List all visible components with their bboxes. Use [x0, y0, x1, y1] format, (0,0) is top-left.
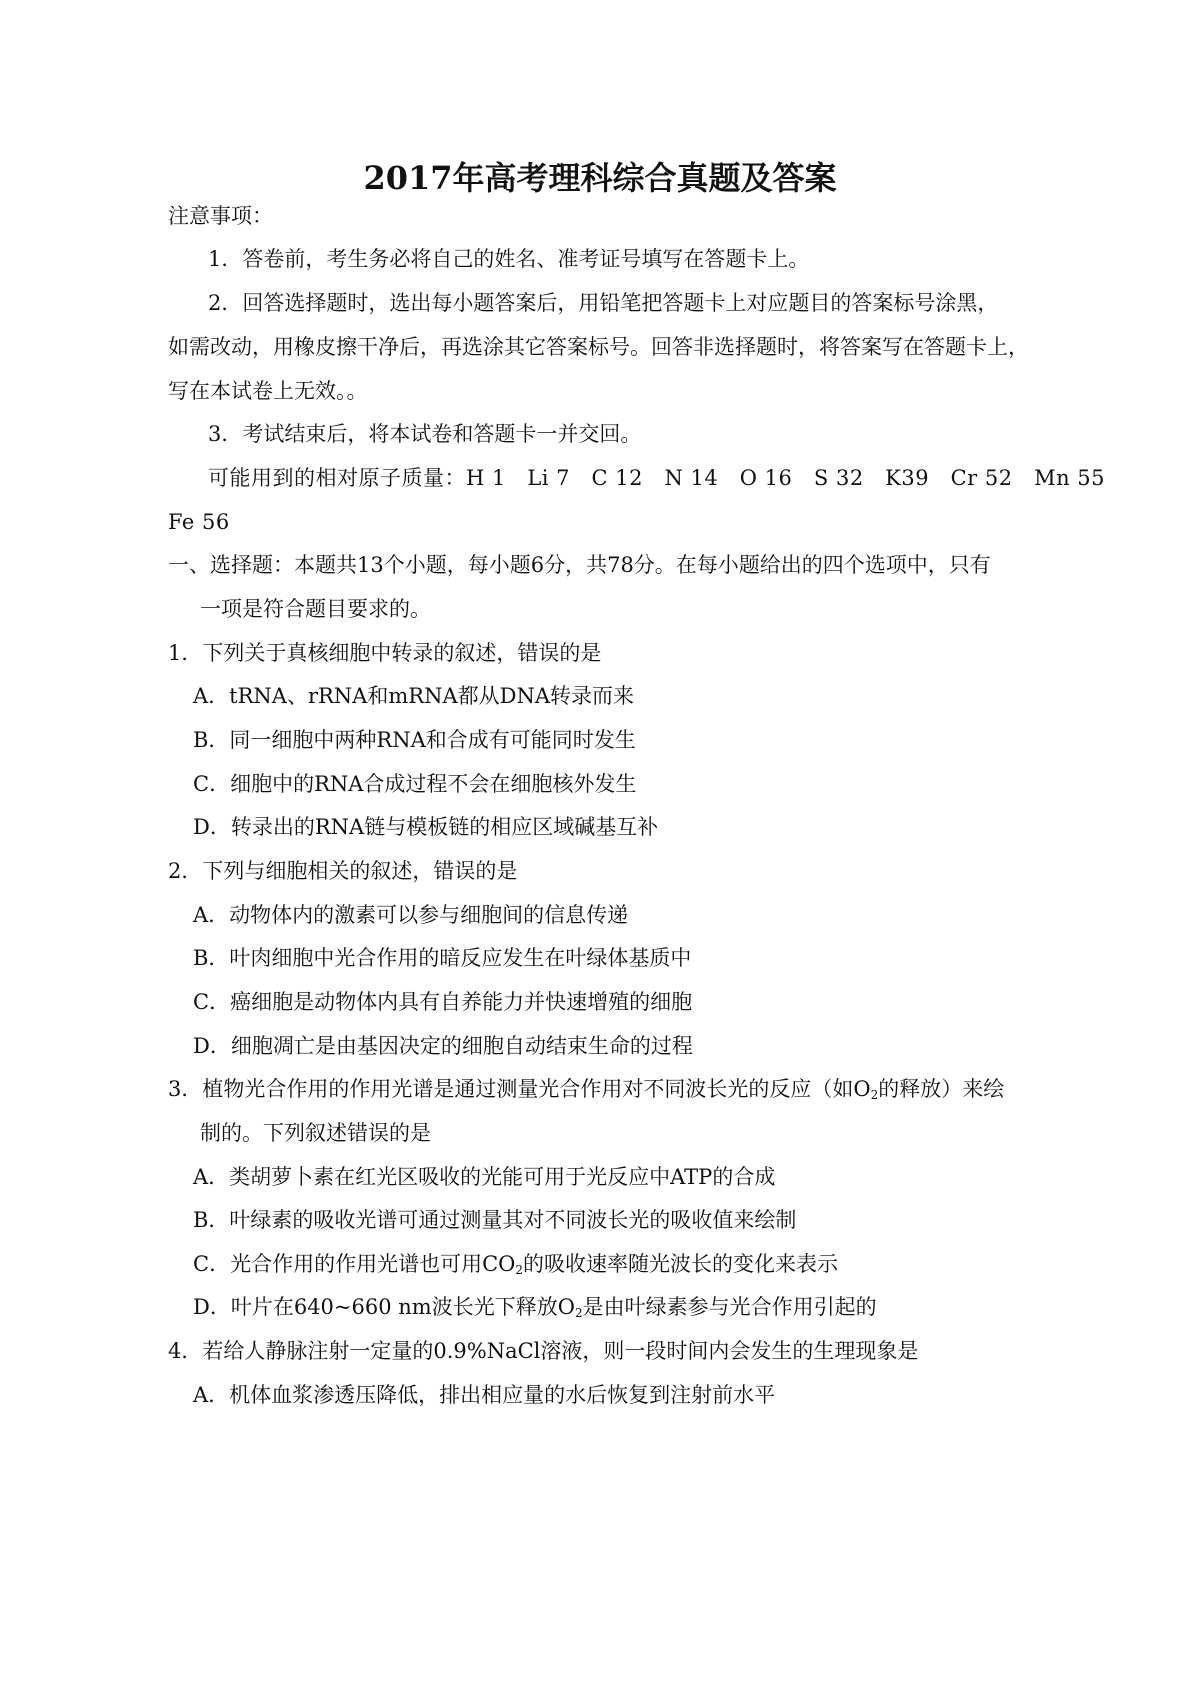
q2-option-b: B．叶肉细胞中光合作用的暗反应发生在叶绿体基质中: [193, 946, 692, 970]
q1-stem: 1．下列关于真核细胞中转录的叙述，错误的是: [168, 641, 602, 665]
q3-option-b: B．叶绿素的吸收光谱可通过测量其对不同波长光的吸收值来绘制: [193, 1208, 797, 1232]
q3-option-d-text-b: 是由叶绿素参与光合作用引起的: [582, 1295, 877, 1319]
q1-option-b: B．同一细胞中两种RNA和合成有可能同时发生: [193, 728, 636, 752]
q1-option-a: A．tRNA、rRNA和mRNA都从DNA转录而来: [193, 684, 634, 708]
section-heading-line1: 一、选择题：本题共13个小题，每小题6分，共78分。在每小题给出的四个选项中，只有: [168, 553, 991, 577]
q3-stem-line2: 制的。下列叙述错误的是: [200, 1121, 431, 1145]
q4-stem: 4．若给人静脉注射一定量的0.9%NaCl溶液，则一段时间内会发生的生理现象是: [168, 1339, 919, 1363]
q3-option-d: [193, 1293, 877, 1327]
notice-heading: 注意事项：: [168, 204, 273, 228]
q4-option-a: A．机体血浆渗透压降低，排出相应量的水后恢复到注射前水平: [193, 1383, 776, 1407]
q3-option-c-subscript: 2: [515, 1263, 523, 1277]
notice-1: 1．答卷前，考生务必将自己的姓名、准考证号填写在答题卡上。: [208, 247, 810, 271]
notice-2-line2: 如需改动，用橡皮擦干净后，再选涂其它答案标号。回答非选择题时，将答案写在答题卡上，: [168, 335, 1029, 359]
q2-stem: 2．下列与细胞相关的叙述，错误的是: [168, 859, 518, 883]
q2-option-a: A．动物体内的激素可以参与细胞间的信息传递: [193, 903, 629, 927]
q3-option-d-subscript: 2: [574, 1306, 583, 1320]
page-title: 2017年高考理科综合真题及答案: [363, 159, 837, 197]
notice-2-line3: 写在本试卷上无效。。: [168, 379, 368, 403]
q3-stem-line1: [168, 1075, 1004, 1109]
notice-3: 3．考试结束后，将本试卷和答题卡一并交回。: [208, 422, 642, 446]
q1-option-d: D．转录出的RNA链与模板链的相应区域碱基互补: [193, 815, 659, 839]
notice-2-line1: 2．回答选择题时，选出每小题答案后，用铅笔把答题卡上对应题目的答案标号涂黑，: [208, 291, 999, 315]
section-heading-line2: 一项是符合题目要求的。: [200, 597, 431, 621]
q3-option-c: [193, 1250, 838, 1284]
q3-stem-text-a: 3．植物光合作用的作用光谱是通过测量光合作用对不同波长光的反应（如O: [168, 1077, 871, 1101]
q3-option-d-text-a: D．叶片在640~660 nm波长光下释放O: [193, 1295, 575, 1319]
q3-option-a: A．类胡萝卜素在红光区吸收的光能可用于光反应中ATP的合成: [193, 1165, 776, 1189]
q3-option-c-text-a: C．光合作用的作用光谱也可用CO: [193, 1252, 516, 1276]
q3-stem-subscript: 2: [870, 1088, 879, 1102]
atomic-mass-line1: 可能用到的相对原子质量：H 1 Li 7 C 12 N 14 O 16 S 32 K39 Cr 52 Mn 55: [208, 466, 1106, 490]
q1-option-c: C．细胞中的RNA合成过程不会在细胞核外发生: [193, 772, 637, 796]
q2-option-c: C．癌细胞是动物体内具有自养能力并快速增殖的细胞: [193, 990, 693, 1014]
q3-stem-text-b: 的释放）来绘: [878, 1077, 1005, 1101]
q3-option-c-text-b: 的吸收速率随光波长的变化来表示: [523, 1252, 838, 1276]
atomic-mass-line2: Fe 56: [168, 510, 230, 534]
q2-option-d: D．细胞凋亡是由基因决定的细胞自动结束生命的过程: [193, 1034, 693, 1058]
